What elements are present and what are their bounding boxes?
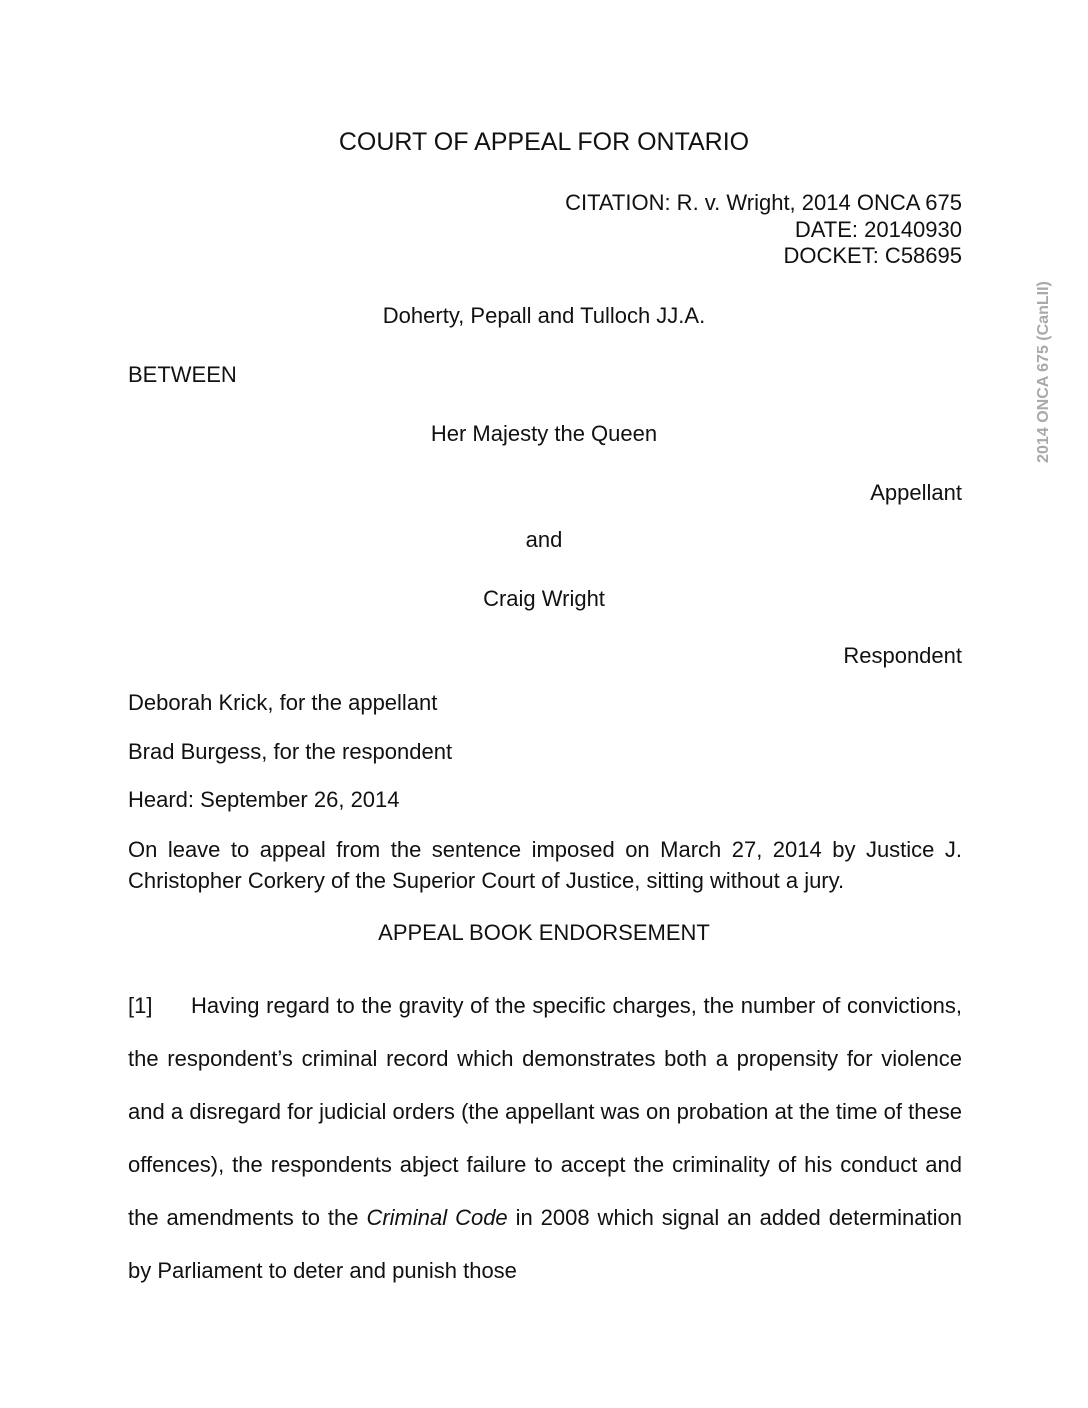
statute-name: Criminal Code [366,1205,508,1230]
appellant-role: Appellant [870,480,962,505]
hearing-date: Heard: September 26, 2014 [128,787,400,812]
between-label: BETWEEN [128,362,237,387]
canlii-watermark: 2014 ONCA 675 (CanLII) [1035,281,1052,463]
parties-conjunction: and [525,527,563,552]
court-title: COURT OF APPEAL FOR ONTARIO [338,128,750,156]
respondent-role: Respondent [843,643,962,668]
decision-date: DATE: 20140930 [794,217,962,242]
paragraph-text-before: Having regard to the gravity of the specific charges, the number of convictions, the respondent’s criminal record which demonstrates both a propensity for violence and a disregard for judicial orders (the appellant was on probation at the time of these offences), the respondents abject failure to accept the criminality of his conduct and the amendments to the [128,993,962,1230]
appellant-name: Her Majesty the Queen [430,421,658,446]
respondent-name: Craig Wright [483,586,605,611]
respondent-counsel: Brad Burgess, for the respondent [128,739,453,764]
paragraph-number: [1] [128,993,153,1018]
endorsement-heading: APPEAL BOOK ENDORSEMENT [378,920,710,945]
citation: CITATION: R. v. Wright, 2014 ONCA 675 [565,190,962,215]
docket-number: DOCKET: C58695 [783,243,962,268]
paragraph-text-after: in 2008 which signal an added determination by Parliament to deter and punish those [128,1205,962,1283]
endorsement-paragraph-1 [128,979,962,1297]
leave-to-appeal-paragraph: On leave to appeal from the sentence imposed on March 27, 2014 by Justice J. Christopher Corkery of the Superior Court of Justice, sitting without a jury. [128,837,962,893]
appellant-counsel: Deborah Krick, for the appellant [128,690,438,715]
judicial-panel: Doherty, Pepall and Tulloch JJ.A. [382,303,706,328]
